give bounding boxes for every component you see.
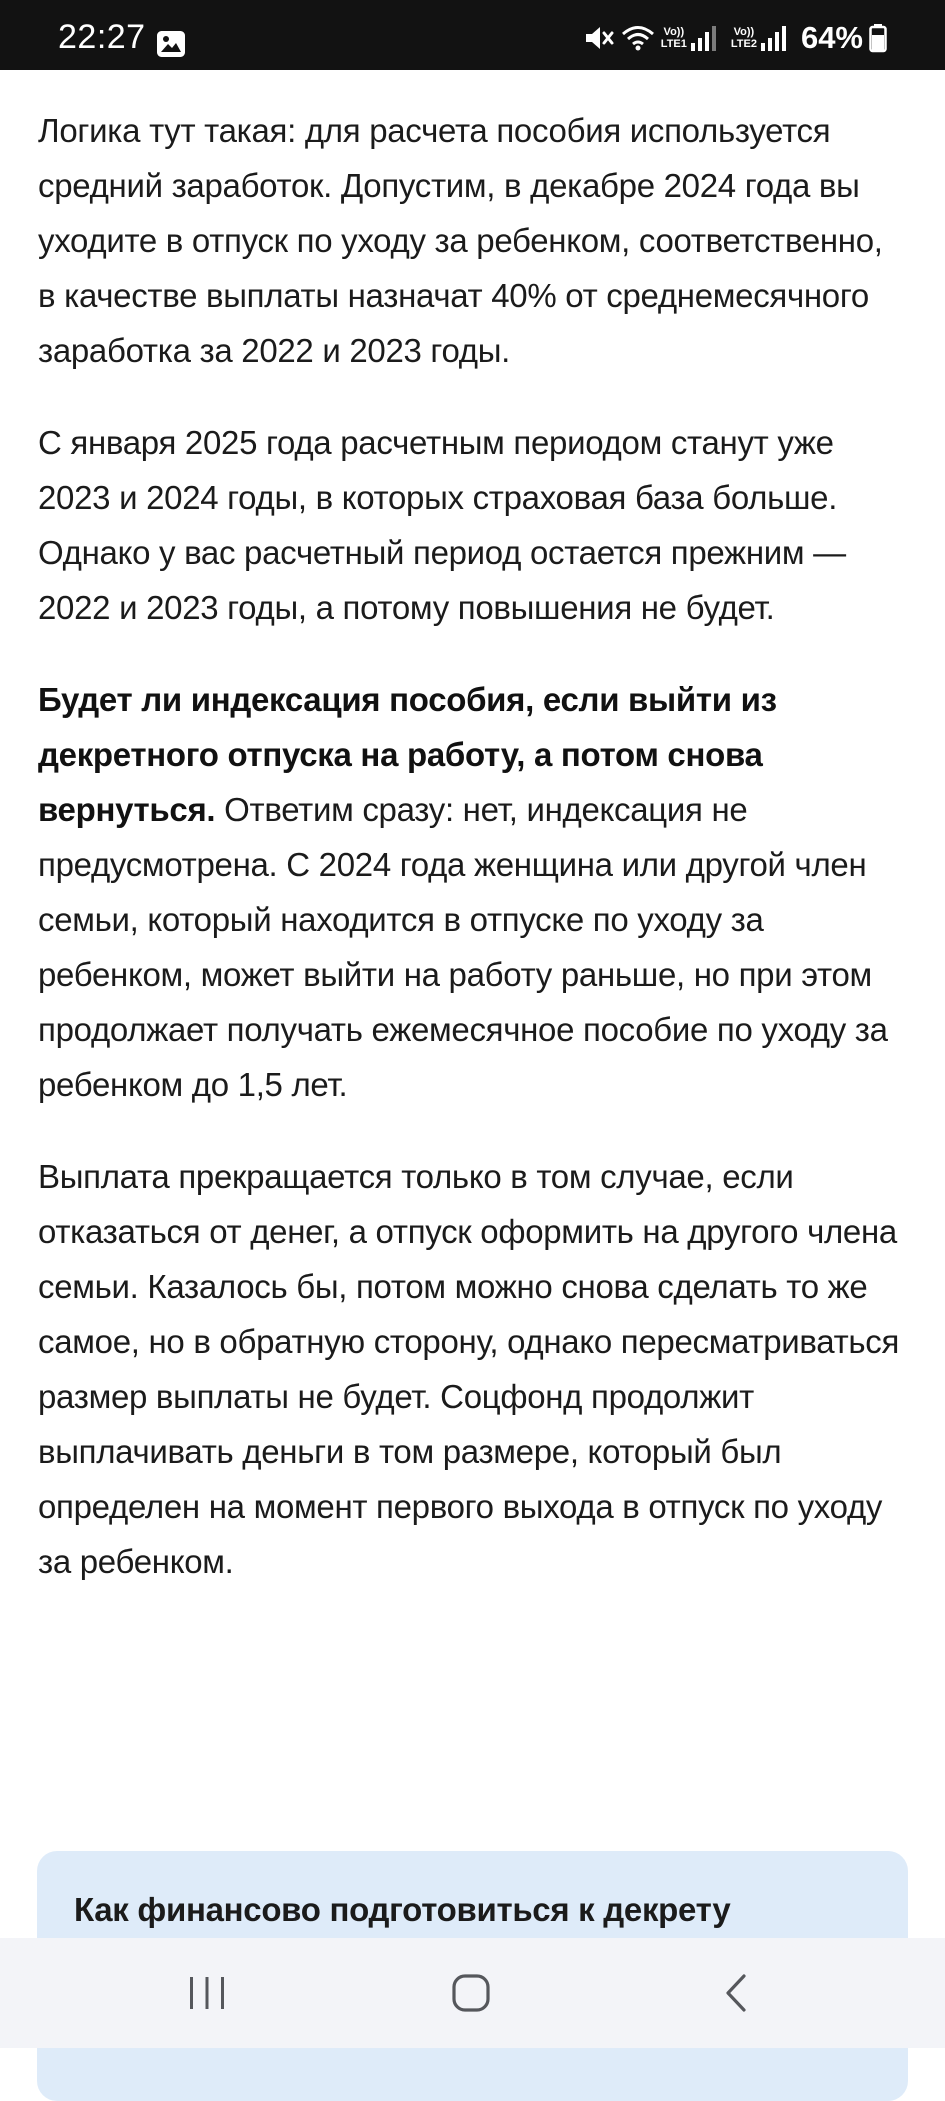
status-bar <box>0 0 945 70</box>
paragraph-2: С января 2025 года расчетным периодом станут уже 2023 и 2024 годы, в которых страховая база больше. Однако у вас расчетный период остается прежним — 2022 и 2023 годы, а потому повышения не будет. <box>38 424 846 626</box>
back-button[interactable] <box>676 1938 796 2048</box>
paragraph-3 <box>38 672 908 1112</box>
status-icons <box>583 20 887 56</box>
navigation-bar <box>0 1938 945 2048</box>
network-2-lte: LTE2 <box>730 38 757 50</box>
paragraph-1: Логика тут такая: для расчета пособия используется средний заработок. Допустим, в декабре 2024 года вы уходите в отпуск по уходу за ребенком, соответственно, в качестве выплаты назначат 40% от среднемесячного заработка за 2022 и 2023 годы. <box>38 112 883 369</box>
gallery-notification-icon <box>157 31 185 57</box>
paragraph-3-text: Ответим сразу: нет, индексация не предусмотрена. С 2024 года женщина или другой член семьи, который находится в отпуске по уходу за ребенком, может выйти на работу раньше, но при этом продолжает получать ежемесячное пособие по уходу за ребенком до 1,5 лет. <box>38 791 888 1103</box>
signal-2-icon <box>759 23 789 53</box>
paragraph-3-heading: Будет ли индексация пособия, если выйти из декретного отпуска на работу, а потом снова вернуться. <box>38 681 777 828</box>
related-article-title[interactable]: Как финансово подготовиться к декрету <box>74 1891 731 1928</box>
status-time: 22:27 <box>58 18 146 56</box>
network-1-label <box>661 26 687 50</box>
article-body <box>38 103 908 1626</box>
home-icon <box>451 1973 491 2013</box>
wifi-icon <box>621 23 655 53</box>
network-1-volte: Vo)) <box>663 26 685 38</box>
battery-percent: 64% <box>800 20 863 55</box>
home-button[interactable] <box>411 1938 531 2048</box>
mute-icon <box>583 23 615 53</box>
network-2-volte: Vo)) <box>733 26 755 38</box>
signal-1-icon <box>689 23 719 53</box>
paragraph-4: Выплата прекращается только в том случае, если отказаться от денег, а отпуск оформить на другого члена семьи. Казалось бы, потом можно снова сделать то же самое, но в обратную сторону, однако пересматриваться размер выплаты не будет. Соцфонд продолжит выплачивать деньги в том размере, который был определен на момент первого выхода в отпуск по уходу за ребенком. <box>38 1158 900 1580</box>
network-1-lte: LTE1 <box>660 38 687 50</box>
recent-apps-button[interactable] <box>147 1938 267 2048</box>
network-2-label <box>731 26 757 50</box>
battery-icon <box>869 23 887 53</box>
back-icon <box>723 1973 749 2013</box>
recent-apps-icon <box>187 1976 227 2010</box>
